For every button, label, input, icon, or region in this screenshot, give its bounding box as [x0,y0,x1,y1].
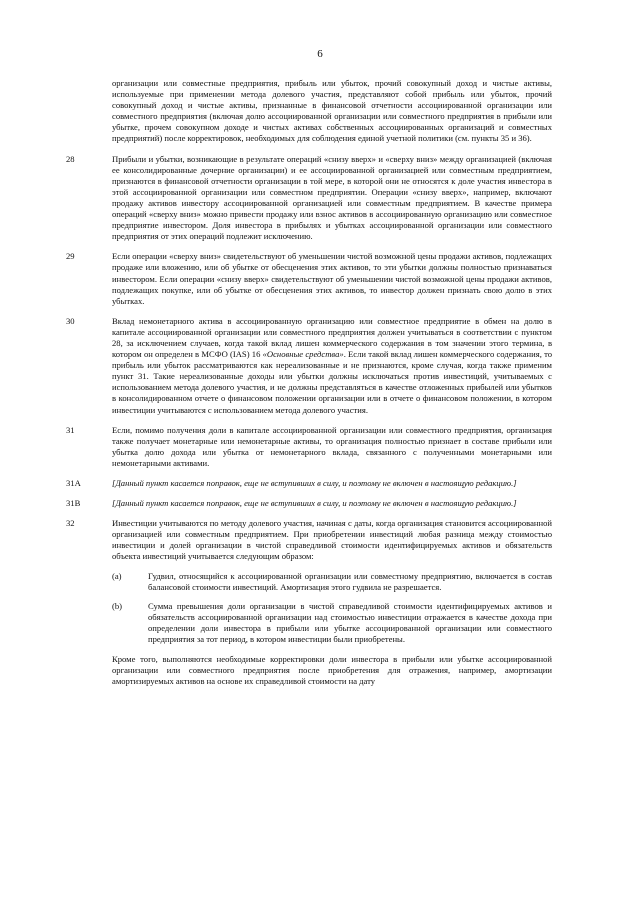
intro-paragraph [66,78,552,145]
paragraph-31a [66,478,552,489]
paragraph-text: Если, помимо получения доли в капитале ассоциированной организации или совместного предприятия, организация также получает монетарные или немонетарные активы, то организация полностью признает в составе прибыли или убытка долю дохода или убытка от немонетарного вклада, связанного с полученными монетарными или немонетарными активами. [112,424,552,468]
paragraph-text-part-a: Вклад немонетарного актива в ассоциированную организацию или совместное предприятие в обмен на долю в капитале ассоциированной организации или совместного предприятия должен учитываться в соответствии с пунктом 28, за исключением случаев, когда такой вклад лишен коммерческого содержания в том значении этого термина, в котором он определен в МСФО (IAS) 16 [112,315,552,360]
document-body [66,78,552,687]
paragraph-number: 31 [66,424,75,435]
paragraph-text [112,316,552,416]
list-item-label: (b) [112,600,123,611]
paragraph-number: 31B [66,498,81,509]
list-item [112,571,552,593]
intro-text: организации или совместные предприятия, прибыль или убыток, прочий совокупный доход и чистые активы, используемые при применении метода долевого участия, представляют собой прибыль или убыток, прочий совокупный доход и чистые активы, признанные в финансовой отчетности ассоциированной организации или совместного предприятия (включая долю ассоциированной организации или совместного предприятия в прибыли или убытке, прочем совокупном доходе и чистых активах собственных ассоциированных организаций и совместных предприятий) после корректировок, необходимых для соблюдения единой учетной политики (см. пункты 35 и 36). [112,78,552,144]
list-item-text: Сумма превышения доли организации в чистой справедливой стоимости идентифицируемых активов и обязательств ассоциированной организации над стоимостью инвестиции отражается в качестве дохода при определении доли инвестора в прибыли или убытке ассоциированной организации или совместного предприятия за тот период, в котором инвестиции были приобретены. [148,600,552,645]
paragraph-body [112,518,552,645]
paragraph-number: 30 [66,315,75,326]
paragraph-text: Инвестиции учитываются по методу долевого участия, начиная с даты, когда организация становится ассоциированной организацией или совместным предприятием. При приобретении инвестиций любая разница между стоимостью инвестиции и долей организации в чистой справедливой стоимости идентифицируемых активов и обязательств объекта инвестиций учитывается следующим образом: [112,518,552,562]
list-item [112,601,552,645]
paragraph-text: Если операции «сверху вниз» свидетельствуют об уменьшении чистой возможной цены продажи активов, подлежащих продаже или вложению, или об убытке от обесценения этих активов, то эти убытки должны полностью признаваться инвестором. Если операции «снизу вверх» свидетельствуют об уменьшении чистой возможной цены продажи активов, подлежащих покупке, или об убытке от обесценения этих активов, то инвестор должен признать свою долю в этих убытках. [112,251,552,306]
paragraph-number: 31A [66,478,81,488]
paragraph-text: Прибыли и убытки, возникающие в результате операций «снизу вверх» и «сверху вниз» между организацией (включая ее консолидированные дочерние организации) и ее ассоциированной организацией или совместным предприятием, признаются в финансовой отчетности организации в той мере, в которой они не относятся к доле участия инвестора в этой ассоциированной организации или совместном предприятии. Операции «снизу вверх», например, включают продажу активов инвестору ассоциированной организацией или совместным предприятием. В качестве примера операций «сверху вниз» можно привести продажу или взнос активов в ассоциированную организацию или совместное предприятие инвестором. Доля инвестора в прибылях и убытках ассоциированной организации или совместного предприятия от этих операций подлежит исключению. [112,153,552,242]
paragraph-31 [66,425,552,469]
paragraph-29 [66,251,552,306]
paragraph-28 [66,154,552,243]
paragraph-31b [66,498,552,509]
paragraph-text-part-b: . Если такой вклад лишен коммерческого содержания, то прибыль или убыток рассматриваются как нереализованные и не признаются, кроме случая, когда также применим пункт 31. Такие нереализованные доходы или убытки должны исключаться против инвестиций, учитываемых с использованием метода долевого участия, и не должны представляться в качестве отложенных прибылей или убытков в консолидированном отчете о финансовом положении организации или в отчете о финансовом положении, в котором инвестиции учитываются с использованием метода долевого участия. [112,349,553,415]
closing-text: Кроме того, выполняются необходимые корректировки доли инвестора в прибыли или убытке ассоциированной организации или совместного предприятия после приобретения для отражения, например, амортизации амортизируемых активов на основе их справедливой стоимости на дату [112,654,552,687]
paragraph-number: 29 [66,251,75,262]
paragraph-30 [66,316,552,416]
paragraph-number: 28 [66,153,75,164]
page-number: 6 [317,48,323,60]
list-item-text: Гудвил, относящийся к ассоциированной организации или совместному предприятию, включается в состав балансовой стоимости инвестиций. Амортизация этого гудвила не разрешается. [148,570,552,592]
paragraph-note: [Данный пункт касается поправок, еще не вступивших в силу, и поэтому не включен в настоящую редакцию.] [112,478,517,488]
paragraph-note: [Данный пункт касается поправок, еще не вступивших в силу, и поэтому не включен в настоящую редакцию.] [112,498,517,509]
paragraph-32 [66,518,552,645]
list-item-label: (a) [112,570,122,581]
standard-title-italic: «Основные средства» [262,349,344,360]
paragraph-number: 32 [66,518,75,529]
